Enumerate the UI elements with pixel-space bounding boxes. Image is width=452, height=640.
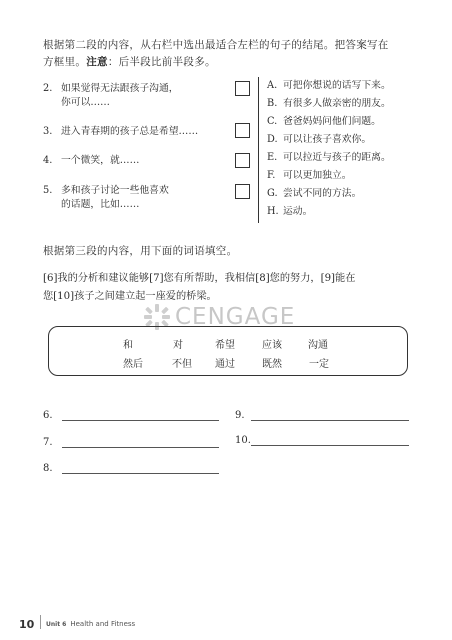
option-text: 可以拉近与孩子的距离。 (283, 152, 391, 163)
unit-title: Health and Fitness (70, 620, 136, 628)
option-text: 可以让孩子喜欢你。 (283, 134, 372, 145)
passage-line1: [6]我的分析和建议能够[7]您有所帮助，我相信[8]您的努力，[9]能在 (43, 273, 356, 284)
question-text: 进入青春期的孩子总是希望…… (61, 126, 199, 137)
option-text: 可以更加独立。 (283, 170, 352, 181)
option-c (267, 115, 381, 129)
blank-line-6[interactable] (62, 420, 219, 421)
question-2 (43, 82, 179, 110)
unit-label: Unit 6 (46, 621, 67, 628)
blank-number-8: 8. (43, 463, 53, 474)
instruction-note-label: 注意 (86, 56, 108, 68)
answer-box-4[interactable] (235, 153, 250, 168)
word-bank-item: 应该 (262, 340, 282, 351)
instruction-note: ：后半段比前半段多。 (107, 56, 216, 68)
question-number: 4. (43, 155, 53, 166)
question-text-line2: 的话题，比如…… (61, 199, 140, 210)
instruction-line2: 方框里。 (43, 56, 87, 68)
blank-number-6: 6. (43, 410, 53, 421)
option-letter: H. (267, 206, 279, 217)
column-divider (258, 77, 259, 223)
word-bank (48, 326, 408, 376)
option-a (267, 79, 391, 93)
blank-number-7: 7. (43, 437, 53, 448)
option-g (267, 187, 361, 201)
question-3 (43, 125, 198, 139)
option-letter: C. (267, 116, 278, 127)
blank-line-7[interactable] (62, 447, 219, 448)
question-number: 2. (43, 83, 53, 94)
option-text: 有很多人做亲密的朋友。 (283, 98, 391, 109)
word-bank-item: 希望 (215, 340, 235, 351)
question-text: 多和孩子讨论一些他喜欢 (61, 185, 169, 196)
word-bank-item: 沟通 (308, 340, 328, 351)
word-bank-item: 不但 (172, 359, 192, 370)
question-number: 3. (43, 126, 53, 137)
blank-line-8[interactable] (62, 473, 219, 474)
option-letter: D. (267, 134, 278, 145)
watermark-text: CENGAGE (175, 304, 296, 330)
section2-instruction: 根据第三段的内容，用下面的词语填空。 (43, 245, 238, 257)
question-text: 如果觉得无法跟孩子沟通， (61, 83, 179, 94)
option-d (267, 133, 371, 147)
option-letter: F. (267, 170, 276, 181)
option-text: 运动。 (283, 206, 313, 217)
blank-number-9: 9. (235, 410, 245, 421)
passage-line2: 您[10]孩子之间建立起一座爱的桥梁。 (43, 291, 217, 302)
option-letter: B. (267, 98, 278, 109)
option-letter: A. (267, 80, 278, 91)
word-bank-item: 对 (173, 340, 183, 351)
instruction-line1: 根据第二段的内容，从右栏中选出最适合左栏的句子的结尾。把答案写在 (43, 39, 389, 51)
option-e (267, 151, 391, 165)
option-letter: G. (267, 188, 278, 199)
word-bank-item: 和 (123, 340, 133, 351)
answer-box-5[interactable] (235, 184, 250, 199)
answer-box-2[interactable] (235, 81, 250, 96)
footer-divider (40, 615, 41, 629)
blank-line-9[interactable] (251, 420, 409, 421)
option-h (267, 205, 312, 219)
question-text: 一个微笑，就…… (61, 155, 140, 166)
section1-instruction (43, 37, 423, 71)
blank-number-10: 10. (235, 435, 251, 446)
word-bank-item: 通过 (215, 359, 235, 370)
word-bank-item: 既然 (262, 359, 282, 370)
footer-unit (46, 620, 135, 628)
word-bank-item: 然后 (123, 359, 143, 370)
word-bank-item: 一定 (309, 359, 329, 370)
option-b (267, 97, 391, 111)
option-f (267, 169, 352, 183)
blank-line-10[interactable] (251, 445, 409, 446)
answer-box-3[interactable] (235, 123, 250, 138)
option-text: 爸爸妈妈问他们问题。 (283, 116, 381, 127)
question-5 (43, 184, 169, 212)
option-letter: E. (267, 152, 278, 163)
question-text-line2: 你可以…… (61, 97, 110, 108)
question-4 (43, 154, 139, 168)
option-text: 可把你想说的话写下来。 (283, 80, 391, 91)
option-text: 尝试不同的方法。 (283, 188, 362, 199)
page-number: 10 (19, 618, 35, 631)
question-number: 5. (43, 185, 53, 196)
